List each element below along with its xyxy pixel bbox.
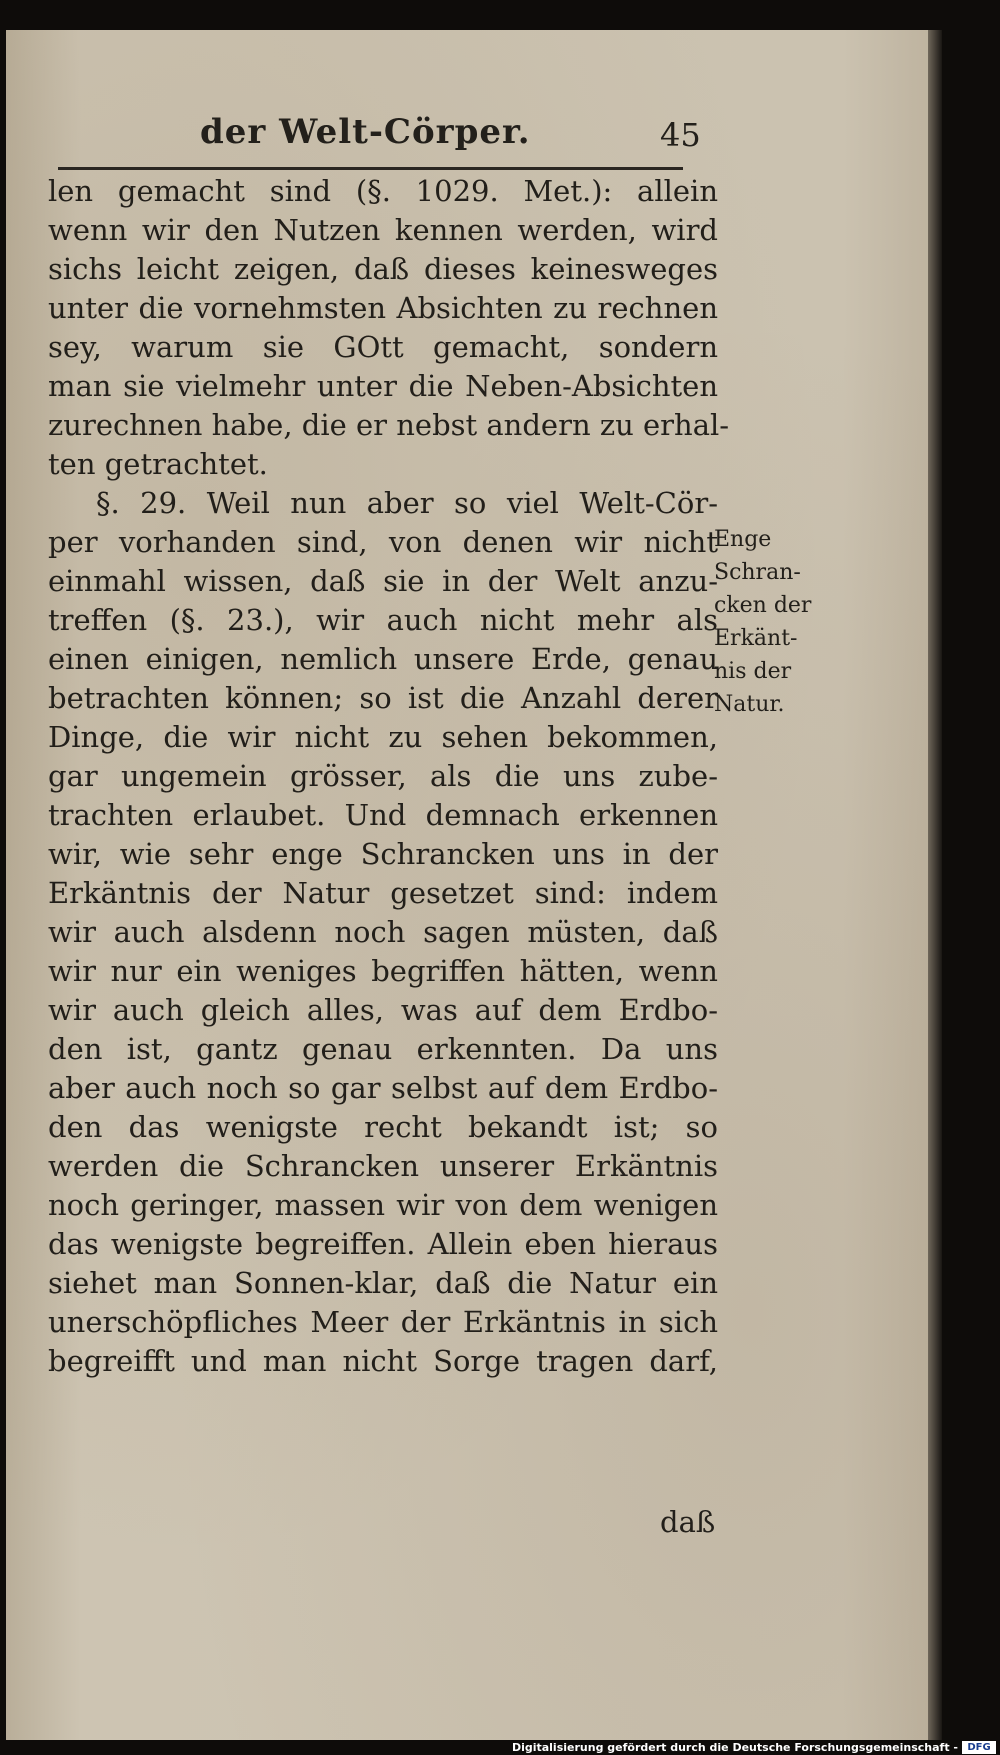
text-line: per vorhanden sind, von denen wir nicht <box>48 525 718 559</box>
text-line: betrachten können; so ist die Anzahl derer <box>48 681 718 715</box>
text-line: den ist, gantz genau erkennten. Da uns <box>48 1032 718 1066</box>
text-line: den das wenigste recht bekandt ist; so <box>48 1110 718 1144</box>
marginal-note-line: Schran- <box>714 560 801 585</box>
running-title: der Welt-Cörper. <box>200 112 531 152</box>
text-line: zurechnen habe, die er nebst andern zu erhal- <box>48 408 730 442</box>
text-line: begreifft und man nicht Sorge tragen darf, <box>48 1344 718 1378</box>
text-line: Erkäntnis der Natur gesetzet sind: indem <box>48 876 718 910</box>
page-number: 45 <box>660 116 701 154</box>
text-line: unter die vornehmsten Absichten zu rechnen <box>48 291 718 325</box>
text-line: wir nur ein weniges begriffen hätten, wenn <box>48 954 718 988</box>
marginal-note <box>714 523 812 721</box>
page-header <box>200 112 710 162</box>
text-line: gar ungemein grösser, als die uns zube- <box>48 759 718 793</box>
marginal-note-line: cken der <box>714 593 812 618</box>
page-edge-shadow <box>928 30 942 1740</box>
marginal-note-line: Enge <box>714 527 772 552</box>
text-line: ten getrachtet. <box>48 447 268 481</box>
text-line: aber auch noch so gar selbst auf dem Erdbo- <box>48 1071 718 1105</box>
text-line: das wenigste begreiffen. Allein eben hieraus <box>48 1227 718 1261</box>
digitization-credit: Digitalisierung gefördert durch die Deutsche Forschungsgemeinschaft - <box>511 1741 958 1754</box>
text-line: treffen (§. 23.), wir auch nicht mehr als <box>48 603 718 637</box>
body-text <box>48 172 730 1381</box>
dfg-logo: DFG <box>962 1741 996 1754</box>
text-line: wenn wir den Nutzen kennen werden, wird <box>48 213 718 247</box>
text-line: einmahl wissen, daß sie in der Welt anzu- <box>48 564 718 598</box>
text-line: wir auch gleich alles, was auf dem Erdbo- <box>48 993 718 1027</box>
text-line: wir auch alsdenn noch sagen müsten, daß <box>48 915 718 949</box>
text-line: einen einigen, nemlich unsere Erde, genau <box>48 642 718 676</box>
text-line: sichs leicht zeigen, daß dieses keinesweges <box>48 252 718 286</box>
text-line: unerschöpfliches Meer der Erkäntnis in sich <box>48 1305 718 1339</box>
text-line: werden die Schrancken unserer Erkäntnis <box>48 1149 718 1183</box>
text-line: §. 29. Weil nun aber so viel Welt-Cör- <box>96 486 718 520</box>
marginal-note-line: Natur. <box>714 692 785 717</box>
catchword: daß <box>660 1505 716 1539</box>
text-line: wir, wie sehr enge Schrancken uns in der <box>48 837 718 871</box>
text-line: man sie vielmehr unter die Neben-Absichten <box>48 369 718 403</box>
text-line: siehet man Sonnen-klar, daß die Natur ein <box>48 1266 718 1300</box>
text-line: sey, warum sie GOtt gemacht, sondern <box>48 330 718 364</box>
marginal-note-line: Erkänt- <box>714 626 798 651</box>
text-line: len gemacht sind (§. 1029. Met.): allein <box>48 174 718 208</box>
text-line: noch geringer, massen wir von dem wenigen <box>48 1188 718 1222</box>
text-line: trachten erlaubet. Und demnach erkennen <box>48 798 718 832</box>
text-line: Dinge, die wir nicht zu sehen bekommen, <box>48 720 718 754</box>
marginal-note-line: nis der <box>714 659 792 684</box>
header-rule <box>58 167 683 170</box>
